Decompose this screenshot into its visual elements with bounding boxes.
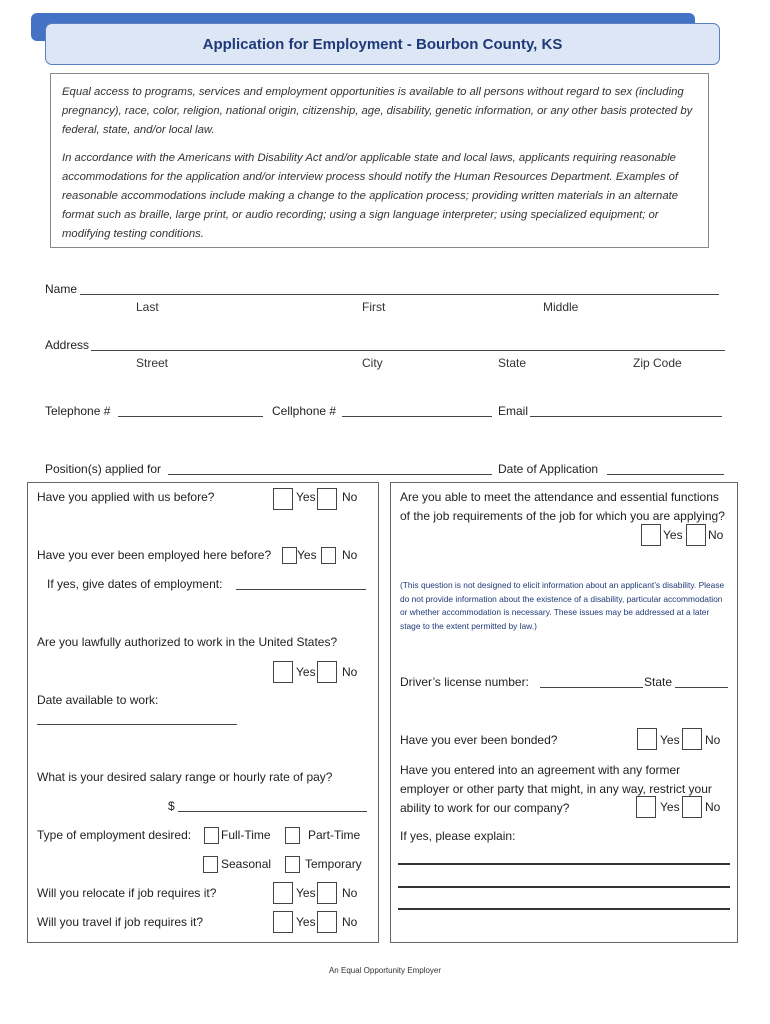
no-label: No	[705, 800, 721, 814]
applied-before-no-checkbox[interactable]	[317, 488, 337, 510]
q-attendance: Are you able to meet the attendance and essential functions of the job requirements of the job for which you are applying?	[400, 490, 725, 523]
name-sub-last: Last	[136, 300, 159, 314]
employed-before-no-checkbox[interactable]	[321, 547, 336, 564]
agreement-yes-checkbox[interactable]	[636, 796, 656, 818]
yes-label: Yes	[296, 490, 316, 504]
relocate-no-checkbox[interactable]	[317, 882, 337, 904]
notice-paragraph-2: In accordance with the Americans with Disability Act and/or applicable state and local laws, applicants requiring reasonable accommodations for the application and/or interview process should notify the Human Resources Department. Examples of reasonable accommodations include making a change to the application process; providing written materials in an alternate format such as braille, large print, or audio recording; using a sign language interpreter; using specialized equipment; or modifying testing conditions.	[62, 152, 679, 240]
q-agreement: Have you entered into an agreement with any former employer or other party that might, in any way, restrict your ability to work for our company?	[400, 763, 712, 815]
applied-before-yes-checkbox[interactable]	[273, 488, 293, 510]
q-salary: What is your desired salary range or hourly rate of pay?	[37, 770, 333, 784]
position-label: Position(s) applied for	[45, 462, 162, 476]
q-dates-employment: If yes, give dates of employment:	[47, 577, 223, 591]
name-label: Name	[45, 282, 78, 296]
q-authorized: Are you lawfully authorized to work in the United States?	[37, 635, 338, 649]
license-state-field[interactable]	[675, 675, 728, 688]
q-explain: If yes, please explain:	[400, 829, 516, 843]
cellphone-field[interactable]	[342, 404, 492, 417]
attendance-no-checkbox[interactable]	[686, 524, 706, 546]
q-date-available: Date available to work:	[37, 693, 159, 707]
notice-paragraph-1: Equal access to programs, services and employment opportunities is available to all persons without regard to sex (including pregnancy), race, color, religion, national origin, citizenship, age, disability, genetic information, or any other basis protected by federal, state, and/or local law.	[62, 86, 693, 136]
travel-no-checkbox[interactable]	[317, 911, 337, 933]
date-available-field[interactable]	[37, 712, 237, 725]
attendance-yes-checkbox[interactable]	[641, 524, 661, 546]
license-field[interactable]	[540, 675, 643, 688]
employed-before-yes-checkbox[interactable]	[282, 547, 297, 564]
explain-line-2[interactable]	[398, 886, 730, 888]
address-field[interactable]	[91, 338, 725, 351]
seasonal-checkbox[interactable]	[203, 856, 218, 873]
full-time-checkbox[interactable]	[204, 827, 219, 844]
yes-label: Yes	[296, 665, 316, 679]
explain-line-3[interactable]	[398, 908, 730, 910]
telephone-field[interactable]	[118, 404, 263, 417]
footer-text: An Equal Opportunity Employer	[328, 966, 442, 975]
bonded-no-checkbox[interactable]	[682, 728, 702, 750]
name-sub-middle: Middle	[543, 300, 579, 314]
relocate-yes-checkbox[interactable]	[273, 882, 293, 904]
temporary-label: Temporary	[305, 857, 362, 871]
no-label: No	[342, 886, 358, 900]
bonded-yes-checkbox[interactable]	[637, 728, 657, 750]
q-applied-before: Have you applied with us before?	[37, 490, 215, 504]
dollar-sign: $	[168, 799, 175, 813]
seasonal-label: Seasonal	[221, 857, 272, 871]
yes-label: Yes	[660, 800, 680, 814]
no-label: No	[342, 665, 358, 679]
agreement-no-checkbox[interactable]	[682, 796, 702, 818]
part-time-label: Part-Time	[308, 828, 361, 842]
license-state-label: State	[644, 675, 673, 689]
no-label: No	[705, 733, 721, 747]
q-relocate: Will you relocate if job requires it?	[37, 886, 217, 900]
email-label: Email	[498, 404, 529, 418]
address-label: Address	[45, 338, 90, 352]
no-label: No	[708, 528, 724, 542]
travel-yes-checkbox[interactable]	[273, 911, 293, 933]
cellphone-label: Cellphone #	[272, 404, 337, 418]
q-employed-before: Have you ever been employed here before?	[37, 548, 272, 562]
yes-label: Yes	[660, 733, 680, 747]
name-sub-first: First	[362, 300, 386, 314]
page-title: Application for Employment - Bourbon County, KS	[45, 23, 720, 65]
yes-label: Yes	[296, 915, 316, 929]
temporary-checkbox[interactable]	[285, 856, 300, 873]
name-field[interactable]	[80, 282, 719, 295]
telephone-label: Telephone #	[45, 404, 111, 418]
q-bonded: Have you ever been bonded?	[400, 733, 558, 747]
right-panel	[390, 482, 738, 943]
q-employment-type: Type of employment desired:	[37, 828, 192, 842]
address-sub-state: State	[498, 356, 527, 370]
address-sub-zip: Zip Code	[633, 356, 682, 370]
part-time-checkbox[interactable]	[285, 827, 300, 844]
q-travel: Will you travel if job requires it?	[37, 915, 204, 929]
full-time-label: Full-Time	[221, 828, 271, 842]
explain-line-1[interactable]	[398, 863, 730, 865]
no-label: No	[342, 490, 358, 504]
disability-note: (This question is not designed to elicit information about an applicant’s disability. Please do not provide information about the existence of a disability, particular accommodation or whether accommodation is necessary. These issues may be addressed at a later stage to the extent permitted by law.)	[400, 580, 725, 631]
no-label: No	[342, 915, 358, 929]
authorized-yes-checkbox[interactable]	[273, 661, 293, 683]
eeo-notice	[50, 73, 709, 248]
yes-label: Yes	[296, 886, 316, 900]
date-of-application-label: Date of Application	[498, 462, 599, 476]
authorized-no-checkbox[interactable]	[317, 661, 337, 683]
salary-field[interactable]	[178, 799, 367, 812]
address-sub-street: Street	[136, 356, 169, 370]
yes-label: Yes	[663, 528, 683, 542]
email-field[interactable]	[530, 404, 722, 417]
position-field[interactable]	[168, 462, 492, 475]
address-sub-city: City	[362, 356, 383, 370]
yes-label: Yes	[297, 548, 317, 562]
q-license: Driver’s license number:	[400, 675, 529, 689]
date-of-application-field[interactable]	[607, 462, 724, 475]
dates-employment-field[interactable]	[236, 577, 366, 590]
no-label: No	[342, 548, 358, 562]
